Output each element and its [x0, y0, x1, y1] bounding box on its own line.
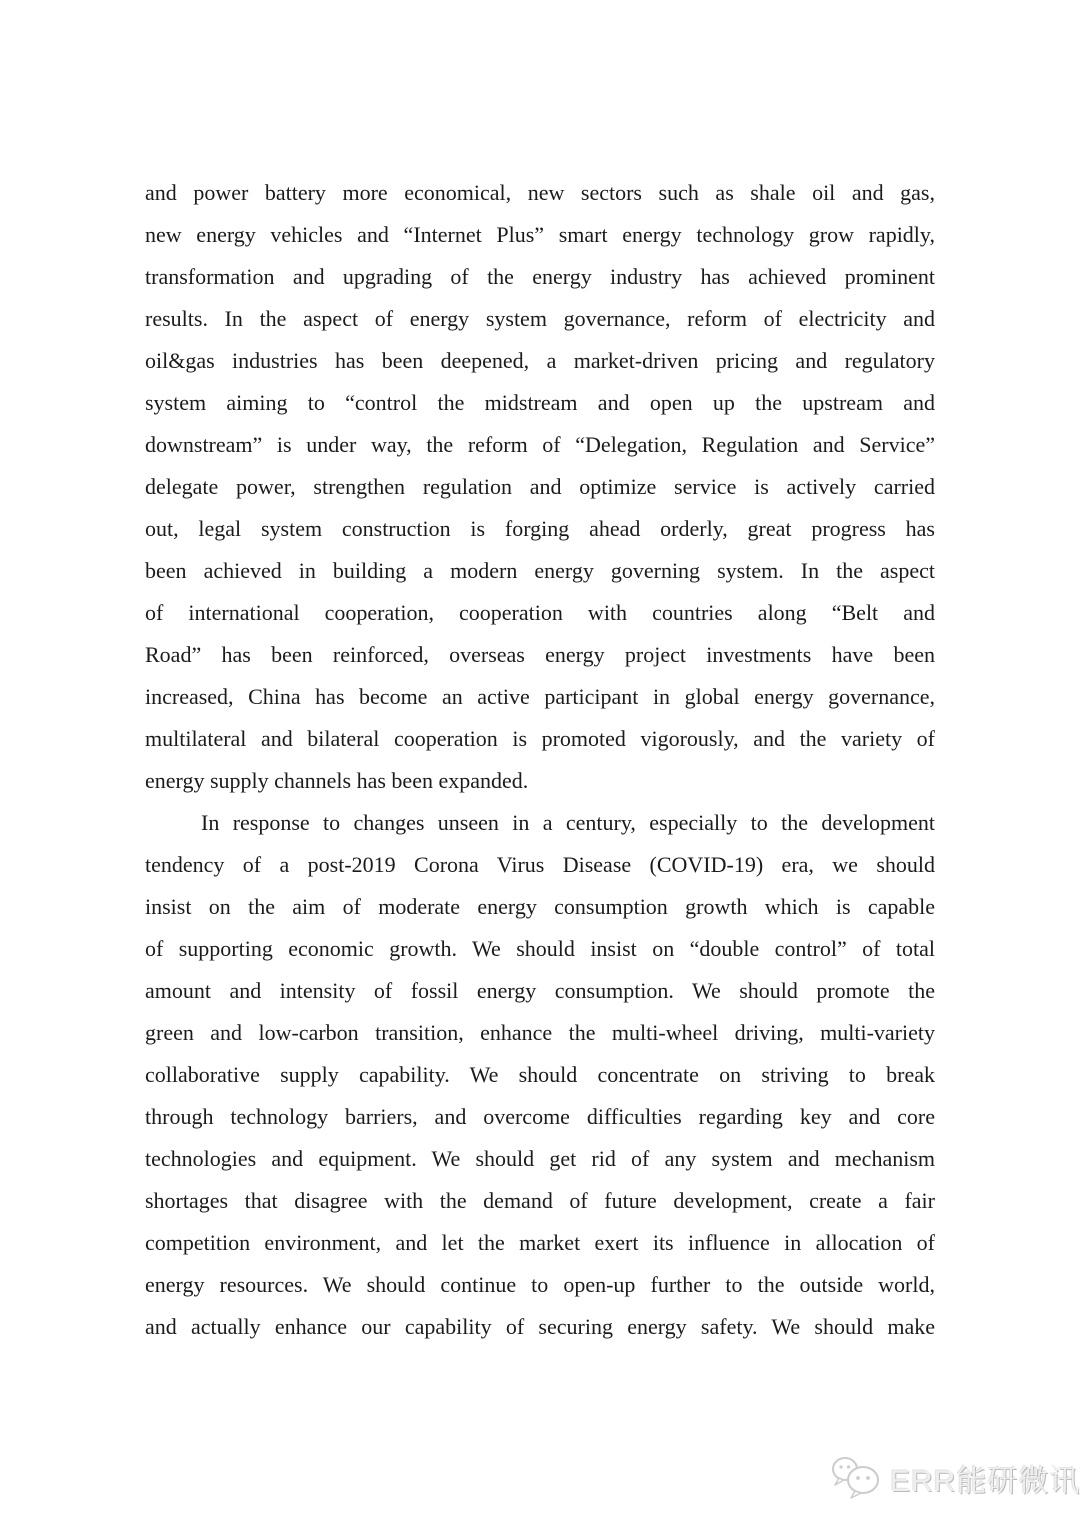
text-line: of supporting economic growth. We should insist on “double control” of total — [145, 936, 935, 961]
watermark-label: ERR能研微讯 — [890, 1465, 1080, 1498]
text-line: and actually enhance our capability of securing energy safety. We should make — [145, 1314, 935, 1339]
paragraph — [145, 802, 935, 1348]
text-line: results. In the aspect of energy system governance, reform of electricity and — [145, 306, 935, 331]
document-text — [145, 172, 935, 1348]
text-line: new energy vehicles and “Internet Plus” smart energy technology grow rapidly, — [145, 222, 935, 247]
text-line: energy supply channels has been expanded. — [145, 768, 529, 793]
text-line: transformation and upgrading of the energy industry has achieved prominent — [145, 264, 935, 289]
wechat-icon — [830, 1455, 884, 1501]
text-line: through technology barriers, and overcome difficulties regarding key and core — [145, 1104, 935, 1129]
text-line: tendency of a post-2019 Corona Virus Disease (COVID-19) era, we should — [145, 852, 935, 877]
paragraph — [145, 172, 935, 802]
text-line: and power battery more economical, new sectors such as shale oil and gas, — [145, 180, 935, 205]
text-line: energy resources. We should continue to open-up further to the outside world, — [145, 1272, 935, 1297]
text-line: out, legal system construction is forging ahead orderly, great progress has — [145, 516, 935, 541]
text-line: amount and intensity of fossil energy consumption. We should promote the — [145, 978, 935, 1003]
text-line: collaborative supply capability. We should concentrate on striving to break — [145, 1062, 935, 1087]
watermark — [830, 1452, 1080, 1504]
text-line: increased, China has become an active participant in global energy governance, — [145, 684, 935, 709]
text-line: shortages that disagree with the demand of future development, create a fair — [145, 1188, 935, 1213]
text-line: Road” has been reinforced, overseas energy project investments have been — [145, 642, 935, 667]
text-line: technologies and equipment. We should get rid of any system and mechanism — [145, 1146, 935, 1171]
text-line: delegate power, strengthen regulation and optimize service is actively carried — [145, 474, 935, 499]
text-line: insist on the aim of moderate energy consumption growth which is capable — [145, 894, 935, 919]
text-line: been achieved in building a modern energy governing system. In the aspect — [145, 558, 935, 583]
text-line: multilateral and bilateral cooperation is promoted vigorously, and the variety of — [145, 726, 935, 751]
text-line: competition environment, and let the market exert its influence in allocation of — [145, 1230, 935, 1255]
text-line: system aiming to “control the midstream and open up the upstream and — [145, 390, 935, 415]
text-line: of international cooperation, cooperation with countries along “Belt and — [145, 600, 935, 625]
text-line: downstream” is under way, the reform of “Delegation, Regulation and Service” — [145, 432, 935, 457]
text-line: In response to changes unseen in a century, especially to the development — [201, 810, 935, 835]
text-line: oil&gas industries has been deepened, a market-driven pricing and regulatory — [145, 348, 935, 373]
text-line: green and low-carbon transition, enhance the multi-wheel driving, multi-variety — [145, 1020, 935, 1045]
